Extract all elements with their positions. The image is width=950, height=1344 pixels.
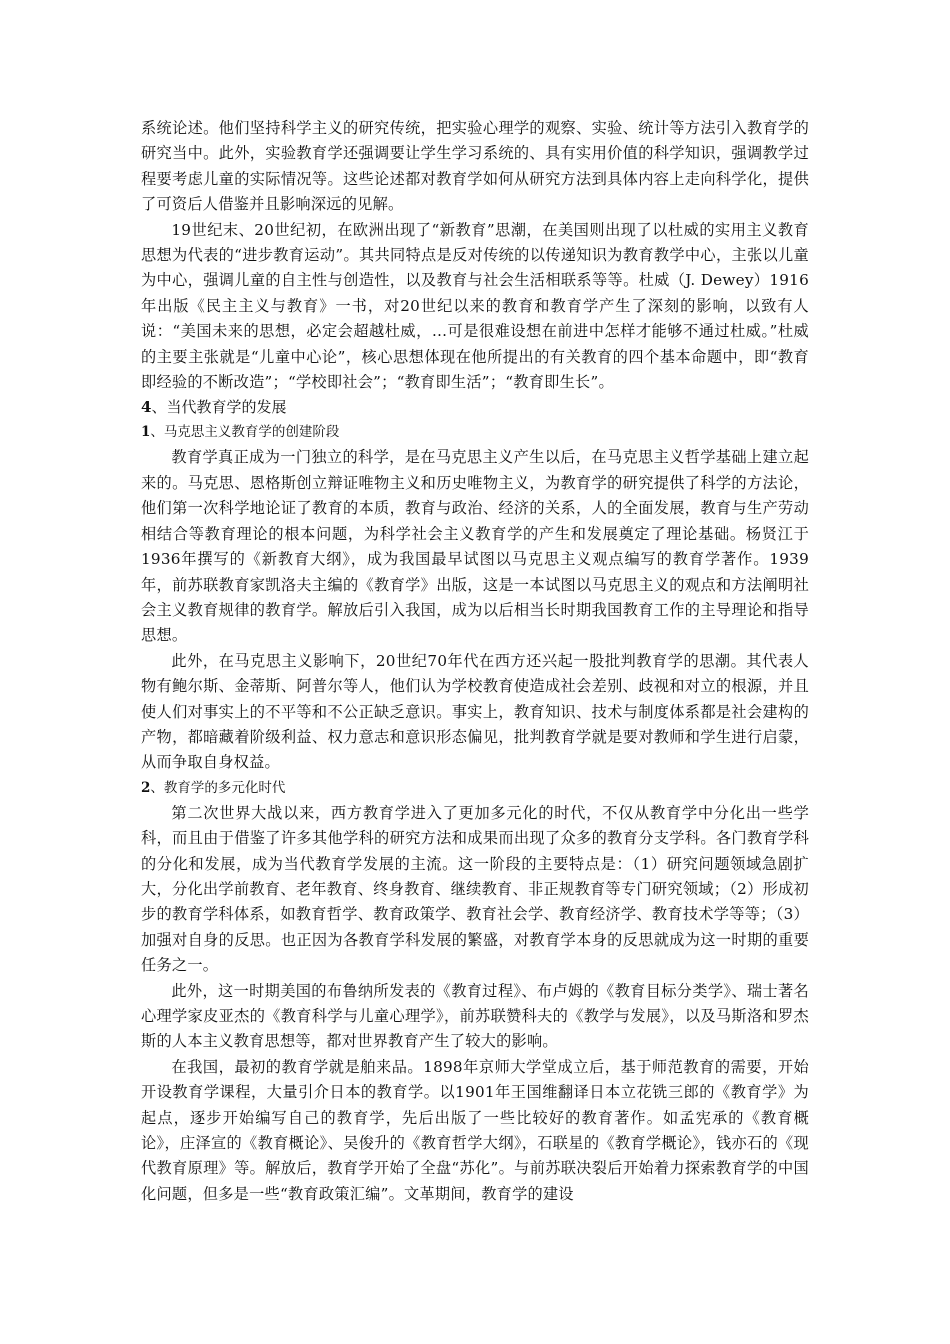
paragraph-influential-works: 此外，这一时期美国的布鲁纳所发表的《教育过程》、布卢姆的《教育目标分类学》、瑞士著名心理学家皮亚杰的《教育科学与儿童心理学》，前苏联赞科夫的《教学与发展》，以及马斯洛和罗杰斯的人本主义教育思想等，都对世界教育产生了较大的影响。	[141, 981, 809, 1051]
subsection-number: 2	[141, 779, 151, 796]
document-body	[141, 116, 809, 1207]
subsection-heading-marxist-pedagogy	[141, 420, 809, 445]
subsection-heading-pluralism	[141, 776, 809, 801]
paragraph-pedagogy-in-china: 在我国，最初的教育学就是舶来品。1898年京师大学堂成立后，基于师范教育的需要，开始开设教育学课程，大量引介日本的教育学。以1901年王国维翻译日本立花铣三郎的《教育学》为起点，逐步开始编写自己的教育学，先后出版了一些比较好的教育著作。如孟宪承的《教育概论》，庄泽宣的《教育概论》、吴俊升的《教育哲学大纲》，石联星的《教育学概论》，钱亦石的《现代教育原理》等。解放后，教育学开始了全盘“苏化”。与前苏联决裂后开始着力探索教育学的中国化问题，但多是一些“教育政策汇编”。文革期间，教育学的建设	[141, 1057, 809, 1203]
section-title: 、当代教育学的发展	[151, 398, 287, 417]
subsection-title: 、教育学的多元化时代	[150, 779, 286, 796]
paragraph-postwar-diversification: 第二次世界大战以来，西方教育学进入了更加多元化的时代，不仅从教育学中分化出一些学科，而且由于借鉴了许多其他学科的研究方法和成果而出现了众多的教育分支学科。各门教育学科的分化和发展，成为当代教育学发展的主流。这一阶段的主要特点是：（1）研究问题领域急剧扩大，分化出学前教育、老年教育、终身教育、继续教育、非正规教育等专门研究领域；（2）形成初步的教育学科体系，如教育哲学、教育政策学、教育社会学、教育经济学、教育技术学等等；（3）加强对自身的反思。也正因为各教育学科发展的繁盛，对教育学本身的反思就成为这一时期的重要任务之一。	[141, 803, 809, 975]
paragraph-experimental-pedagogy: 系统论述。他们坚持科学主义的研究传统，把实验心理学的观察、实验、统计等方法引入教育学的研究当中。此外，实验教育学还强调要让学生学习系统的、具有实用价值的科学知识，强调教学过程要考虑儿童的实际情况等。这些论述都对教育学如何从研究方法到具体内容上走向科学化，提供了可资后人借鉴并且影响深远的见解。	[141, 119, 809, 214]
paragraph-new-education-dewey: 19世纪末、20世纪初，在欧洲出现了“新教育”思潮，在美国则出现了以杜威的实用主义教育思想为代表的“进步教育运动”。其共同特点是反对传统的以传递知识为教育教学中心，主张以儿童为中心，强调儿童的自主性与创造性，以及教育与社会生活相联系等等。杜威（J. Dewey）1916年出版《民主主义与教育》一书，对20世纪以来的教育和教育学产生了深刻的影响，以致有人说：“美国未来的思想，必定会超越杜威，…可是很难设想在前进中怎样才能够不通过杜威。”杜威的主要主张就是“儿童中心论”，核心思想体现在他所提出的有关教育的四个基本命题中，即“教育即经验的不断改造”；“学校即社会”；“教育即生活”；“教育即生长”。	[141, 220, 809, 392]
paragraph-critical-pedagogy: 此外，在马克思主义影响下，20世纪70年代在西方还兴起一股批判教育学的思潮。其代表人物有鲍尔斯、金蒂斯、阿普尔等人，他们认为学校教育使造成社会差别、歧视和对立的根源，并且使人们对事实上的不平等和不公正缺乏意识。事实上，教育知识、技术与制度体系都是社会建构的产物，都暗藏着阶级利益、权力意志和意识形态偏见，批判教育学就是要对教师和学生进行启蒙，从而争取自身权益。	[141, 651, 809, 772]
section-number: 4	[141, 398, 152, 417]
paragraph-marxist-foundation: 教育学真正成为一门独立的科学，是在马克思主义产生以后，在马克思主义哲学基础上建立起来的。马克思、恩格斯创立辩证唯物主义和历史唯物主义，为教育学的研究提供了科学的方法论，他们第一次科学地论证了教育的本质，教育与政治、经济的关系，人的全面发展，教育与生产劳动相结合等教育理论的根本问题，为科学社会主义教育学的产生和发展奠定了理论基础。杨贤江于1936年撰写的《新教育大纲》，成为我国最早试图以马克思主义观点编写的教育学著作。1939年，前苏联教育家凯洛夫主编的《教育学》出版，这是一本试图以马克思主义的观点和方法阐明社会主义教育规律的教育学。解放后引入我国，成为以后相当长时期我国教育工作的主导理论和指导思想。	[141, 448, 809, 645]
section-heading-contemporary-pedagogy	[141, 395, 809, 420]
subsection-title: 、马克思主义教育学的创建阶段	[150, 424, 340, 441]
subsection-number: 1	[141, 424, 151, 441]
